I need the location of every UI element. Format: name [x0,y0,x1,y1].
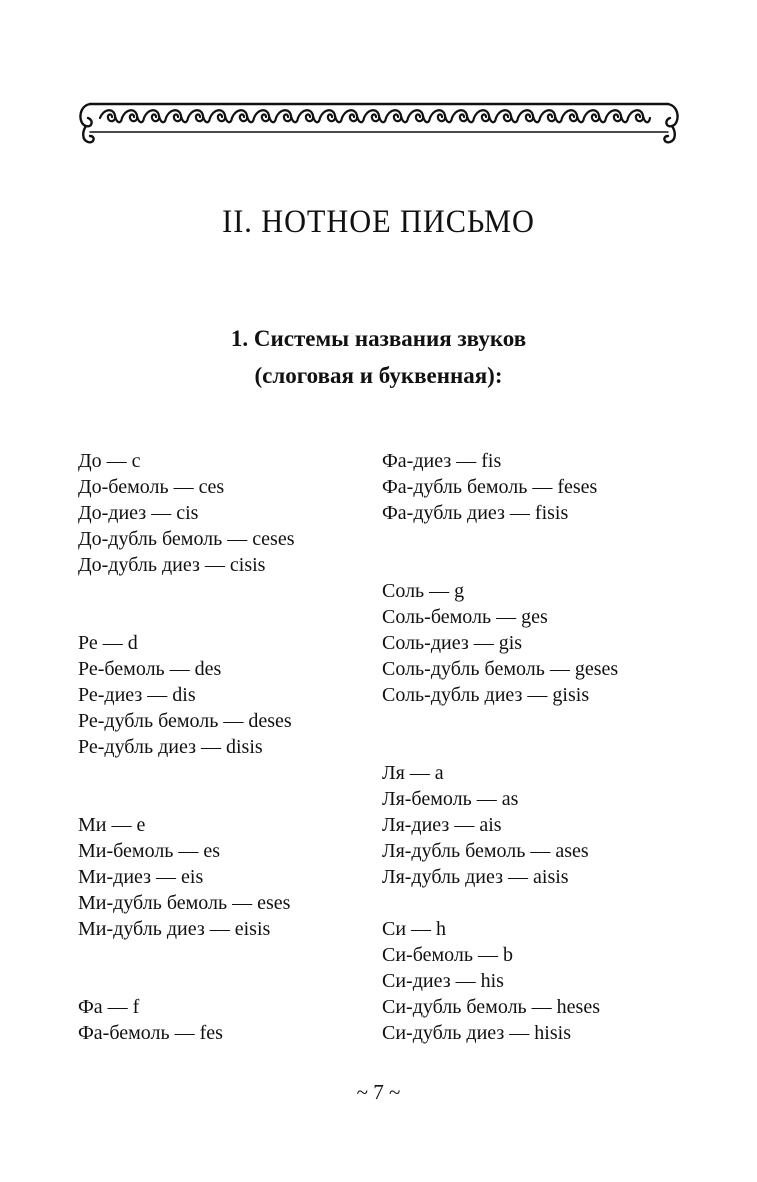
ornament-wave [166,110,188,122]
note-line: Ми-дубль бемоль — eses [78,892,291,914]
note-line: Ми-диез — eis [78,866,204,888]
note-line: Ре-дубль диез — disis [78,736,263,758]
ornament-wave [518,110,540,122]
note-group-fa [78,994,294,1046]
note-group-la [382,760,618,890]
ornament-wave [342,110,364,122]
note-line: Ре-диез — dis [78,684,196,706]
note-line: Ре-бемоль — des [78,658,222,680]
chapter-title: II. НОТНОЕ ПИСЬМО [222,204,535,240]
note-line: Фа-диез — fis [382,450,502,472]
note-line: Ре-дубль бемоль — deses [78,710,292,732]
ornament-wave [210,110,232,122]
note-line: Соль-дубль бемоль — geses [382,658,619,680]
note-line: Фа-бемоль — fes [78,1022,223,1044]
note-line: Ля-дубль диез — aisis [382,866,569,888]
note-line: Соль — g [382,580,465,602]
ornament-wave [496,110,518,122]
page-number: ~ 7 ~ [356,1080,401,1104]
note-group-mi [78,812,294,942]
left-column [78,448,294,1046]
note-line: Ре — d [78,632,138,654]
ornament-wave [474,110,496,122]
right-column [382,448,618,1046]
note-group-fa-cont [382,448,618,526]
ornament-wave [562,110,584,122]
ornament-wave [320,110,342,122]
ornament-wave [364,110,386,122]
note-line: До-бемоль — ces [78,476,225,498]
note-line: До-диез — cis [78,502,199,524]
note-line: Си — h [382,918,447,940]
ornament-wave [298,110,320,122]
section-title-line-1: 1. Системы названия звуков [230,326,527,351]
ornament-wave [144,110,166,122]
note-line: Фа — f [78,996,140,1018]
note-line: Ми — e [78,814,146,836]
ornament-wave [232,110,254,122]
ornament-wave [628,110,650,122]
note-line: Ля-бемоль — as [382,788,519,810]
ornament-wave [122,110,144,122]
section-title [0,320,757,394]
note-line: Ми-бемоль — es [78,840,221,862]
ornament-wave [254,110,276,122]
note-line: Фа-дубль бемоль — feses [382,476,598,498]
note-line: Си-дубль бемоль — heses [382,996,600,1018]
note-line: Ля-дубль бемоль — ases [382,840,589,862]
ornament-wave [408,110,430,122]
note-line: Фа-дубль диез — fisis [382,502,569,524]
ornament-wave [100,110,122,122]
ornament-wave [386,110,408,122]
ornament-wave [188,110,210,122]
section-title-line-2: (слоговая и буквенная): [254,363,503,388]
note-group-sol [382,578,618,708]
note-line: До — c [78,450,141,472]
ornament-wave [584,110,606,122]
ornament-wave [452,110,474,122]
note-line: Соль-диез — gis [382,632,523,654]
note-line: Си-диез — his [382,970,504,992]
note-line: До-дубль диез — cisis [78,554,266,576]
ornament-wave [430,110,452,122]
note-group-do [78,448,294,578]
note-line: Си-дубль диез — hisis [382,1022,571,1044]
note-line: Ля — a [382,762,444,784]
note-line: Ми-дубль диез — eisis [78,918,271,940]
decorative-scroll-border [76,92,682,148]
note-group-re [78,630,294,760]
note-group-si [382,916,618,1046]
ornament-wave [606,110,628,122]
note-line: Соль-бемоль — ges [382,606,548,628]
note-line: Соль-дубль диез — gisis [382,684,590,706]
note-line: Ля-диез — ais [382,814,502,836]
note-line: Си-бемоль — b [382,944,513,966]
ornament-wave [276,110,298,122]
ornament-wave [540,110,562,122]
note-line: До-дубль бемоль — ceses [78,528,295,550]
